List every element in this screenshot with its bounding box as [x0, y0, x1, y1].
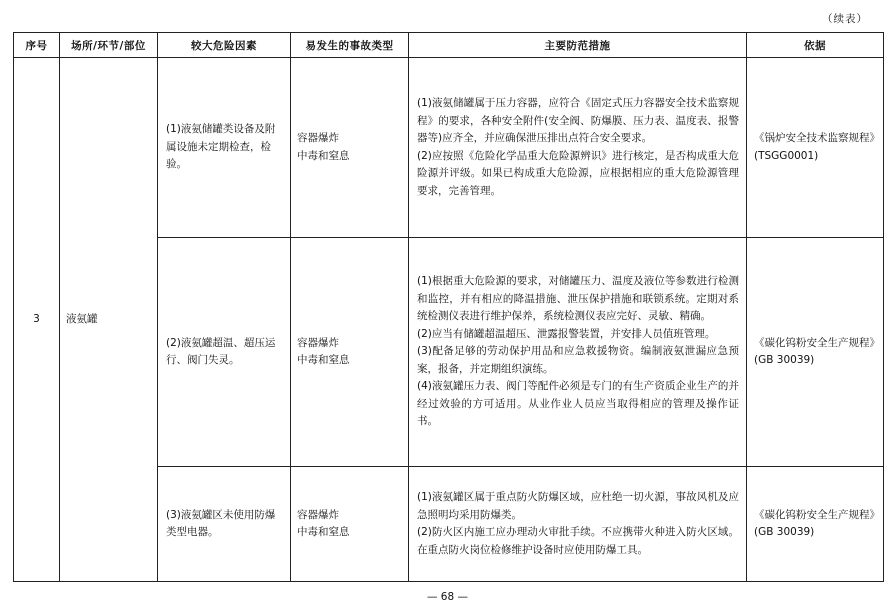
table-row: [14, 58, 884, 238]
measure-item: (1)液氨罐区属于重点防火防爆区域，应杜绝一切火源，事故风机及应急照明均采用防爆类。: [417, 491, 739, 521]
measure-item: (2)防火区内施工应办理动火审批手续。不应携带火种进入防火区域。在重点防火岗位检修维护设备时应使用防爆工具。: [417, 526, 739, 556]
page-number: — 68 —: [426, 591, 469, 603]
header-place: 场所/环节/部位: [60, 33, 158, 58]
accident-type: 容器爆炸: [297, 508, 339, 521]
table-header-row: [14, 33, 884, 58]
accident-type: 容器爆炸: [297, 132, 339, 144]
basis-cell: 《碳化钨粉安全生产规程》(GB 30039): [747, 238, 884, 467]
accident-type: 容器爆炸: [297, 336, 339, 349]
basis-cell: 《锅炉安全技术监察规程》(TSGG0001): [747, 58, 884, 238]
header-measures: 主要防范措施: [409, 33, 747, 58]
accident-type: 中毒和窒息: [297, 526, 350, 538]
place-cell: 液氨罐: [60, 58, 158, 582]
accident-type-cell: [291, 238, 409, 467]
factor-cell: (2)液氨罐超温、超压运行、阀门失灵。: [158, 238, 291, 467]
continued-label: （续表）: [822, 13, 868, 25]
factor-cell: (1)液氨储罐类设备及附属设施未定期检查，检验。: [158, 58, 291, 238]
seq-cell: 3: [14, 58, 60, 582]
measure-item: (1)液氨储罐属于压力容器，应符合《固定式压力容器安全技术监察规程》的要求，各种安全附件(安全阀、防爆膜、压力表、温度表、报警器等)应齐全，并应确保泄压排出点符合安全要求。: [417, 97, 739, 144]
basis-cell: 《碳化钨粉安全生产规程》(GB 30039): [747, 467, 884, 582]
measure-item: (2)应当有储罐超温超压、泄露报警装置，并安排人员值班管理。: [417, 327, 716, 340]
risk-table: [13, 32, 884, 582]
factor-cell: (3)液氨罐区未使用防爆类型电器。: [158, 467, 291, 582]
accident-type: 中毒和窒息: [297, 354, 350, 366]
measure-item: (2)应按照《危险化学品重大危险源辨识》进行核定，是否构成重大危险源并评级。如果已构成重大危险源，应根据相应的重大危险源管理要求，完善管理。: [417, 149, 739, 197]
header-basis: 依据: [747, 33, 884, 58]
measures-cell: [409, 467, 747, 582]
header-seq: 序号: [14, 33, 60, 58]
measures-cell: [409, 58, 747, 238]
header-factor: 较大危险因素: [158, 33, 291, 58]
accident-type: 中毒和窒息: [297, 149, 350, 162]
measure-item: (4)液氨罐压力表、阀门等配件必须是专门的有生产资质企业生产的并经过效验的方可适用。从业作业人员应当取得相应的管理及操作证书。: [417, 380, 739, 428]
accident-type-cell: [291, 58, 409, 238]
accident-type-cell: [291, 467, 409, 582]
measure-item: (3)配备足够的劳动保护用品和应急救援物资。编制液氨泄漏应急预案，报备，并定期组织演练。: [417, 345, 739, 375]
header-accident-type: 易发生的事故类型: [291, 33, 409, 58]
measures-cell: [409, 238, 747, 467]
measure-item: (1)根据重大危险源的要求，对储罐压力、温度及液位等参数进行检测和监控，并有相应的降温措施、泄压保护措施和联锁系统。定期对系统检测仪表进行维护保养，系统检测仪表应完好、灵敏、精确。: [417, 275, 739, 323]
